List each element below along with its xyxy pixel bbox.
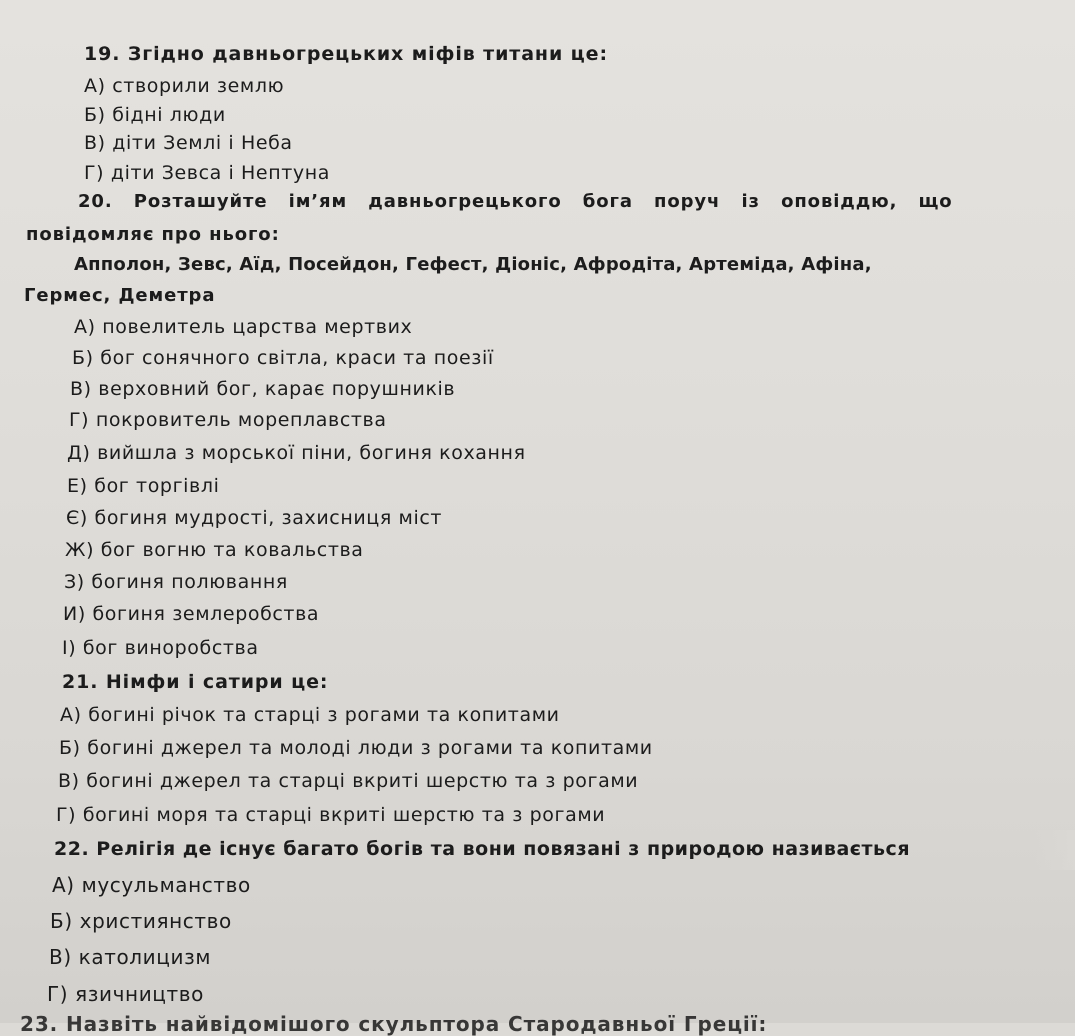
question-21-option-b: Б) богині джерел та молоді люди з рогами та копитами — [59, 737, 653, 759]
question-23-partial-clip — [20, 1012, 768, 1036]
question-20-option-d: Г) покровитель мореплавства — [69, 409, 387, 431]
question-20-names-line1: Апполон, Зевс, Аїд, Посейдон, Гефест, Діоніс, Афродіта, Артеміда, Афіна, — [74, 254, 872, 275]
question-22-option-c: В) католицизм — [49, 945, 212, 969]
question-23-partial-title: 23. Назвіть найвідомішого скульптора Стародавньої Греції: — [20, 1012, 768, 1036]
question-21-title: 21. Німфи і сатири це: — [62, 671, 329, 693]
question-20-option-i: З) богиня полювання — [64, 571, 288, 593]
question-19-option-d: Г) діти Зевса і Нептуна — [84, 162, 331, 184]
question-20-option-f: Е) бог торгівлі — [67, 475, 220, 497]
question-20-option-h: Ж) бог вогню та ковальства — [65, 539, 364, 561]
question-22-title: 22. Релігія де існує багато богів та вони повязані з природою називається — [54, 838, 911, 860]
question-21-option-d: Г) богині моря та старці вкриті шерстю та з рогами — [56, 804, 606, 826]
question-20-names-line2: Гермес, Деметра — [24, 285, 216, 306]
question-20-title-line1: 20. Розташуйте ім’ям давньогрецького бога поруч із оповіддю, що — [78, 191, 953, 212]
question-19-option-a: А) створили землю — [84, 75, 285, 97]
question-20-option-c: В) верховний бог, карає порушників — [70, 378, 456, 400]
question-20-option-g: Є) богиня мудрості, захисниця міст — [66, 507, 443, 529]
question-20-option-a: А) повелитель царства мертвих — [74, 316, 413, 338]
question-22-option-a: А) мусульманство — [52, 873, 251, 897]
question-19-title: 19. Згідно давньогрецьких міфів титани це: — [84, 43, 608, 65]
question-20-title-line2: повідомляє про нього: — [26, 224, 280, 245]
question-21-option-a: А) богині річок та старці з рогами та копитами — [60, 704, 560, 726]
question-22-option-d: Г) язичництво — [47, 982, 204, 1006]
question-20-option-b: Б) бог сонячного світла, краси та поезії — [72, 347, 494, 369]
question-21-option-c: В) богині джерел та старці вкриті шерстю та з рогами — [58, 770, 639, 792]
question-22-option-b: Б) християнство — [50, 909, 232, 933]
question-20-option-k: І) бог виноробства — [62, 637, 259, 659]
page-edge-shadow — [1035, 830, 1075, 870]
question-20-option-e: Д) вийшла з морської піни, богиня кохання — [67, 442, 526, 464]
question-19-option-c: В) діти Землі і Неба — [84, 132, 293, 154]
question-19-option-b: Б) бідні люди — [84, 104, 226, 126]
question-20-option-j: И) богиня землеробства — [63, 603, 320, 625]
